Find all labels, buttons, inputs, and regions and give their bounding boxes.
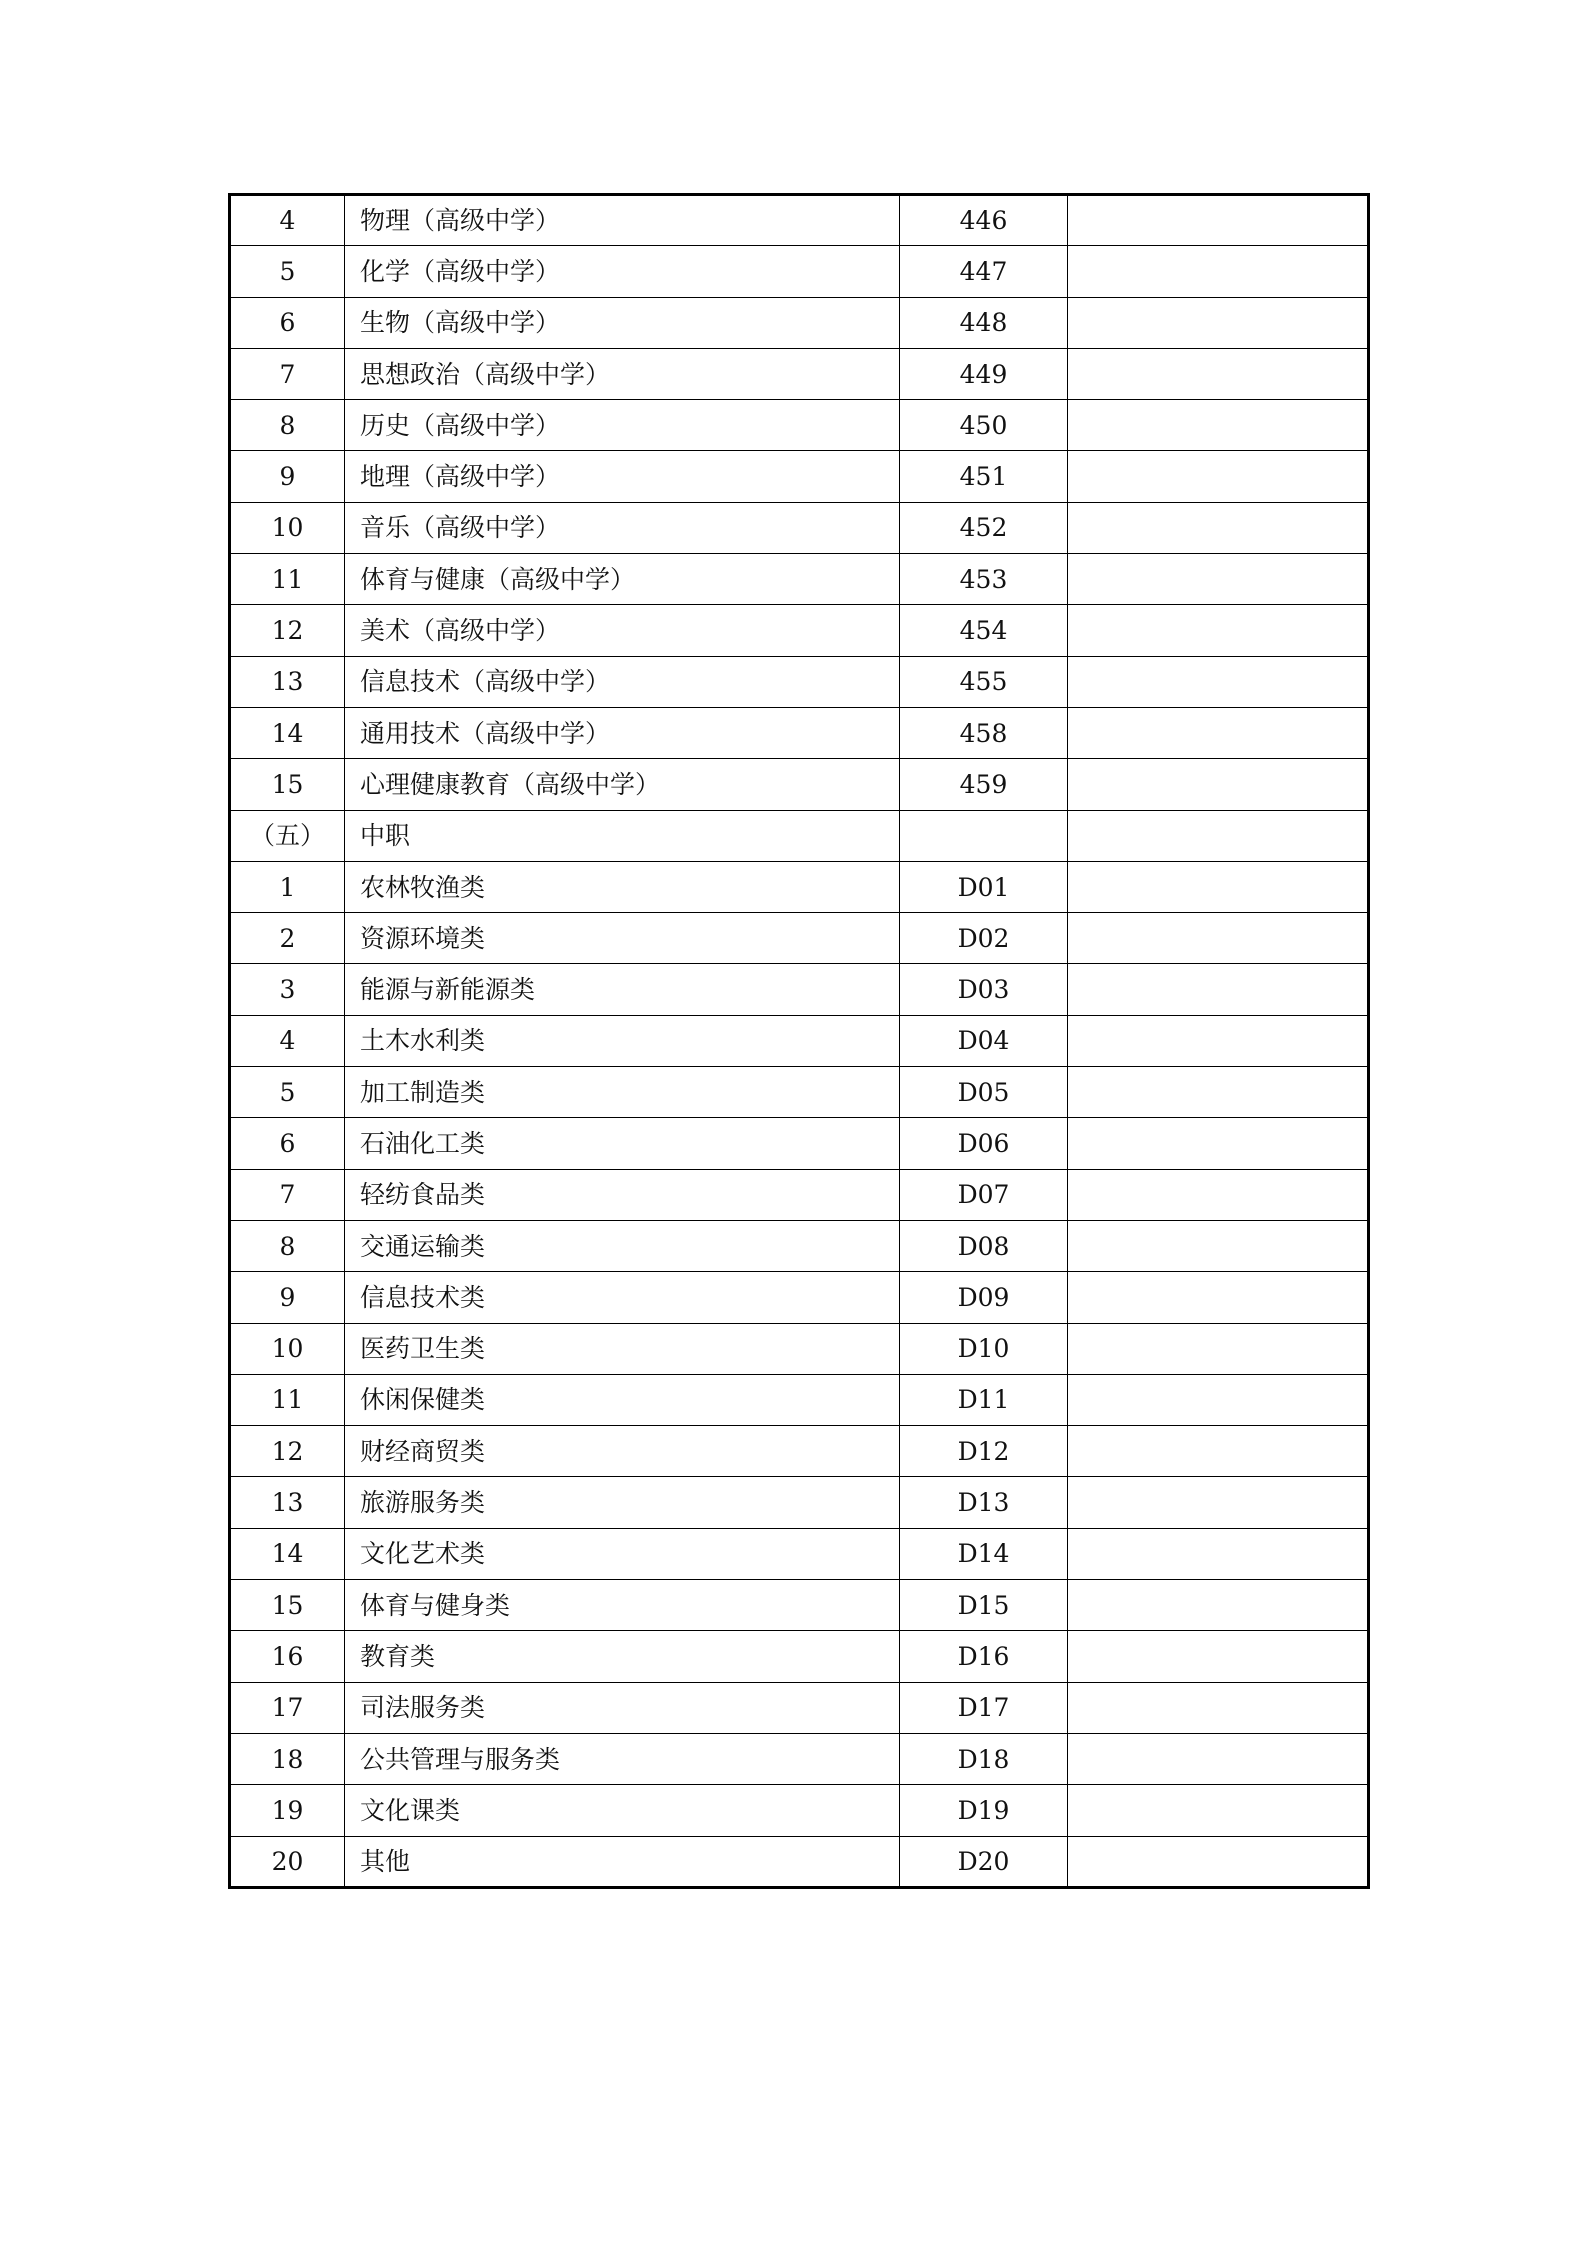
row-name-text: 轻纺食品类 xyxy=(360,1180,486,1210)
row-index-cell xyxy=(230,502,345,553)
row-index-text: 5 xyxy=(279,256,296,286)
row-index-text: 19 xyxy=(271,1795,304,1825)
row-index-text: 3 xyxy=(279,975,296,1005)
row-index-cell xyxy=(230,1374,345,1425)
row-index-text: （五） xyxy=(249,821,325,851)
row-index-text: 13 xyxy=(271,667,304,697)
row-remarks-cell xyxy=(1068,1836,1369,1887)
row-code-cell xyxy=(900,1528,1068,1579)
row-name-text: 化学（高级中学） xyxy=(360,256,561,286)
row-name-text: 石油化工类 xyxy=(360,1128,486,1158)
table-body xyxy=(230,195,1369,1888)
row-name-text: 中职 xyxy=(360,821,411,851)
row-remarks-cell xyxy=(1068,1323,1369,1374)
row-index-text: 2 xyxy=(279,923,296,953)
row-remarks-cell xyxy=(1068,1374,1369,1425)
row-name-cell xyxy=(345,605,900,656)
row-name-cell xyxy=(345,400,900,451)
row-remarks-cell xyxy=(1068,1067,1369,1118)
table-row xyxy=(230,1323,1369,1374)
row-remarks-cell xyxy=(1068,1015,1369,1066)
row-code-text: D17 xyxy=(957,1693,1010,1723)
row-remarks-cell xyxy=(1068,1477,1369,1528)
table-row xyxy=(230,1733,1369,1784)
row-name-text: 信息技术（高级中学） xyxy=(360,667,611,697)
table-row xyxy=(230,1682,1369,1733)
row-code-cell xyxy=(900,1323,1068,1374)
row-code-cell xyxy=(900,348,1068,399)
row-index-text: 11 xyxy=(271,564,304,594)
row-code-cell xyxy=(900,297,1068,348)
row-code-text: D11 xyxy=(957,1385,1010,1415)
row-name-cell xyxy=(345,1785,900,1836)
row-index-cell xyxy=(230,1272,345,1323)
row-name-cell xyxy=(345,554,900,605)
table-row xyxy=(230,348,1369,399)
row-code-text: 453 xyxy=(959,564,1008,594)
row-code-cell xyxy=(900,1220,1068,1271)
row-code-cell xyxy=(900,1682,1068,1733)
row-name-cell xyxy=(345,913,900,964)
row-remarks-cell xyxy=(1068,1682,1369,1733)
row-name-cell xyxy=(345,1528,900,1579)
row-code-cell xyxy=(900,246,1068,297)
table-row xyxy=(230,400,1369,451)
row-index-cell xyxy=(230,656,345,707)
row-code-text: D15 xyxy=(957,1590,1010,1620)
row-code-text: 455 xyxy=(959,667,1008,697)
row-name-text: 旅游服务类 xyxy=(360,1488,486,1518)
row-name-cell xyxy=(345,656,900,707)
row-index-text: 7 xyxy=(279,1180,296,1210)
row-name-cell xyxy=(345,1374,900,1425)
row-remarks-cell xyxy=(1068,1118,1369,1169)
row-index-cell xyxy=(230,451,345,502)
row-index-text: 9 xyxy=(279,1282,296,1312)
row-name-cell xyxy=(345,1477,900,1528)
row-code-cell xyxy=(900,1426,1068,1477)
row-name-cell xyxy=(345,1426,900,1477)
row-name-cell xyxy=(345,1169,900,1220)
row-code-cell xyxy=(900,1580,1068,1631)
row-code-cell xyxy=(900,1374,1068,1425)
row-name-text: 体育与健身类 xyxy=(360,1590,511,1620)
row-index-text: 10 xyxy=(271,513,304,543)
row-index-cell xyxy=(230,1528,345,1579)
row-index-cell xyxy=(230,1836,345,1887)
row-code-text: D13 xyxy=(957,1488,1010,1518)
row-remarks-cell xyxy=(1068,605,1369,656)
row-name-text: 美术（高级中学） xyxy=(360,616,561,646)
row-index-cell xyxy=(230,1477,345,1528)
row-remarks-cell xyxy=(1068,1528,1369,1579)
row-code-cell xyxy=(900,913,1068,964)
row-name-cell xyxy=(345,810,900,861)
row-name-cell xyxy=(345,1067,900,1118)
row-index-text: 7 xyxy=(279,359,296,389)
row-code-text: D20 xyxy=(957,1846,1010,1876)
row-index-text: 9 xyxy=(279,462,296,492)
row-name-text: 交通运输类 xyxy=(360,1231,486,1261)
row-index-text: 18 xyxy=(271,1744,304,1774)
row-index-cell xyxy=(230,1015,345,1066)
row-index-cell xyxy=(230,554,345,605)
row-index-cell xyxy=(230,964,345,1015)
table-row xyxy=(230,502,1369,553)
table-row xyxy=(230,1785,1369,1836)
table-row xyxy=(230,1118,1369,1169)
row-code-text: D18 xyxy=(957,1744,1010,1774)
row-index-cell xyxy=(230,861,345,912)
row-name-text: 能源与新能源类 xyxy=(360,975,536,1005)
row-index-cell xyxy=(230,759,345,810)
row-index-cell xyxy=(230,195,345,246)
row-name-cell xyxy=(345,1272,900,1323)
row-name-cell xyxy=(345,1323,900,1374)
row-name-text: 教育类 xyxy=(360,1641,436,1671)
table-row xyxy=(230,1426,1369,1477)
row-code-text: D01 xyxy=(957,872,1010,902)
row-name-cell xyxy=(345,348,900,399)
row-index-cell xyxy=(230,1733,345,1784)
table-row xyxy=(230,759,1369,810)
row-code-cell xyxy=(900,1785,1068,1836)
row-remarks-cell xyxy=(1068,1426,1369,1477)
row-name-text: 文化艺术类 xyxy=(360,1539,486,1569)
row-code-text: 451 xyxy=(959,462,1008,492)
row-code-cell xyxy=(900,1477,1068,1528)
row-code-text: D12 xyxy=(957,1436,1010,1466)
row-code-cell xyxy=(900,1733,1068,1784)
row-index-cell xyxy=(230,1682,345,1733)
row-name-cell xyxy=(345,1733,900,1784)
table-row xyxy=(230,1272,1369,1323)
row-index-text: 4 xyxy=(279,206,296,236)
row-index-cell xyxy=(230,707,345,758)
row-index-cell xyxy=(230,400,345,451)
row-name-text: 财经商贸类 xyxy=(360,1436,486,1466)
table-row xyxy=(230,913,1369,964)
row-remarks-cell xyxy=(1068,1631,1369,1682)
row-index-cell xyxy=(230,810,345,861)
row-name-text: 心理健康教育（高级中学） xyxy=(360,769,661,799)
row-name-cell xyxy=(345,195,900,246)
table-row xyxy=(230,810,1369,861)
table-row xyxy=(230,605,1369,656)
row-index-text: 8 xyxy=(279,410,296,440)
row-code-text: 452 xyxy=(959,513,1008,543)
subject-code-table xyxy=(228,193,1370,1889)
row-name-text: 地理（高级中学） xyxy=(360,462,561,492)
row-code-text: 454 xyxy=(959,616,1008,646)
row-remarks-cell xyxy=(1068,707,1369,758)
row-index-text: 8 xyxy=(279,1231,296,1261)
row-code-text: D08 xyxy=(957,1231,1010,1261)
row-index-text: 13 xyxy=(271,1488,304,1518)
row-code-cell xyxy=(900,1631,1068,1682)
row-index-cell xyxy=(230,913,345,964)
row-code-cell xyxy=(900,451,1068,502)
row-index-text: 1 xyxy=(279,872,296,902)
table-row xyxy=(230,861,1369,912)
row-remarks-cell xyxy=(1068,656,1369,707)
row-name-text: 司法服务类 xyxy=(360,1693,486,1723)
row-name-cell xyxy=(345,707,900,758)
row-code-text: D16 xyxy=(957,1641,1010,1671)
table-row xyxy=(230,1220,1369,1271)
row-remarks-cell xyxy=(1068,246,1369,297)
row-name-cell xyxy=(345,1682,900,1733)
row-remarks-cell xyxy=(1068,1169,1369,1220)
row-index-cell xyxy=(230,1785,345,1836)
table-row xyxy=(230,246,1369,297)
row-index-cell xyxy=(230,1580,345,1631)
row-index-cell xyxy=(230,1067,345,1118)
row-name-cell xyxy=(345,759,900,810)
row-name-text: 休闲保健类 xyxy=(360,1385,486,1415)
row-code-text: 459 xyxy=(959,769,1008,799)
row-name-text: 思想政治（高级中学） xyxy=(360,359,611,389)
table-row xyxy=(230,1169,1369,1220)
row-index-cell xyxy=(230,1169,345,1220)
row-index-cell xyxy=(230,1631,345,1682)
row-index-cell xyxy=(230,1118,345,1169)
row-remarks-cell xyxy=(1068,451,1369,502)
row-index-cell xyxy=(230,1323,345,1374)
row-remarks-cell xyxy=(1068,810,1369,861)
row-remarks-cell xyxy=(1068,297,1369,348)
row-remarks-cell xyxy=(1068,964,1369,1015)
row-remarks-cell xyxy=(1068,400,1369,451)
row-index-text: 6 xyxy=(279,308,296,338)
row-name-text: 物理（高级中学） xyxy=(360,206,561,236)
row-code-text: 447 xyxy=(959,256,1008,286)
row-code-text: 449 xyxy=(959,359,1008,389)
row-name-cell xyxy=(345,502,900,553)
row-index-text: 20 xyxy=(271,1846,304,1876)
row-index-cell xyxy=(230,297,345,348)
row-index-text: 6 xyxy=(279,1128,296,1158)
table-row xyxy=(230,964,1369,1015)
row-code-cell xyxy=(900,1015,1068,1066)
row-index-text: 14 xyxy=(271,718,304,748)
table-row xyxy=(230,1015,1369,1066)
row-remarks-cell xyxy=(1068,1733,1369,1784)
row-remarks-cell xyxy=(1068,195,1369,246)
row-name-cell xyxy=(345,964,900,1015)
row-name-cell xyxy=(345,1015,900,1066)
row-name-text: 音乐（高级中学） xyxy=(360,513,561,543)
row-code-cell xyxy=(900,400,1068,451)
row-name-text: 文化课类 xyxy=(360,1795,461,1825)
row-name-text: 加工制造类 xyxy=(360,1077,486,1107)
row-code-cell xyxy=(900,759,1068,810)
row-index-text: 15 xyxy=(271,1590,304,1620)
row-index-text: 5 xyxy=(279,1077,296,1107)
row-index-cell xyxy=(230,348,345,399)
row-name-text: 体育与健康（高级中学） xyxy=(360,564,636,594)
row-index-text: 14 xyxy=(271,1539,304,1569)
row-code-text: 458 xyxy=(959,718,1008,748)
row-index-cell xyxy=(230,1220,345,1271)
row-name-cell xyxy=(345,246,900,297)
row-remarks-cell xyxy=(1068,1580,1369,1631)
row-code-cell xyxy=(900,861,1068,912)
row-code-cell xyxy=(900,656,1068,707)
row-name-cell xyxy=(345,1631,900,1682)
row-name-text: 信息技术类 xyxy=(360,1282,486,1312)
row-code-text: 448 xyxy=(959,308,1008,338)
row-remarks-cell xyxy=(1068,759,1369,810)
table-row xyxy=(230,554,1369,605)
row-name-cell xyxy=(345,297,900,348)
row-code-text: D04 xyxy=(957,1026,1010,1056)
row-code-text: D19 xyxy=(957,1795,1010,1825)
row-name-text: 公共管理与服务类 xyxy=(360,1744,561,1774)
row-name-cell xyxy=(345,1580,900,1631)
row-name-text: 土木水利类 xyxy=(360,1026,486,1056)
table-row xyxy=(230,195,1369,246)
row-code-text: 446 xyxy=(959,206,1008,236)
row-name-cell xyxy=(345,451,900,502)
row-code-cell xyxy=(900,1169,1068,1220)
row-index-text: 15 xyxy=(271,769,304,799)
row-index-cell xyxy=(230,1426,345,1477)
row-remarks-cell xyxy=(1068,554,1369,605)
table-row xyxy=(230,451,1369,502)
row-name-cell xyxy=(345,1836,900,1887)
row-code-text: D14 xyxy=(957,1539,1010,1569)
table-row xyxy=(230,656,1369,707)
row-index-text: 17 xyxy=(271,1693,304,1723)
table-row xyxy=(230,297,1369,348)
row-code-cell xyxy=(900,195,1068,246)
row-name-text: 生物（高级中学） xyxy=(360,308,561,338)
table-row xyxy=(230,707,1369,758)
row-name-text: 历史（高级中学） xyxy=(360,410,561,440)
row-code-text: D10 xyxy=(957,1334,1010,1364)
row-name-cell xyxy=(345,861,900,912)
row-remarks-cell xyxy=(1068,348,1369,399)
row-remarks-cell xyxy=(1068,1785,1369,1836)
row-code-cell xyxy=(900,964,1068,1015)
row-code-text: D09 xyxy=(957,1282,1010,1312)
row-remarks-cell xyxy=(1068,913,1369,964)
row-remarks-cell xyxy=(1068,1220,1369,1271)
row-index-text: 12 xyxy=(271,1436,304,1466)
row-name-text: 资源环境类 xyxy=(360,923,486,953)
row-name-cell xyxy=(345,1118,900,1169)
row-index-text: 4 xyxy=(279,1026,296,1056)
row-index-cell xyxy=(230,246,345,297)
table-row xyxy=(230,1374,1369,1425)
row-code-text: D03 xyxy=(957,975,1010,1005)
row-code-cell xyxy=(900,502,1068,553)
row-code-cell xyxy=(900,1118,1068,1169)
table-row xyxy=(230,1528,1369,1579)
row-code-cell xyxy=(900,1272,1068,1323)
row-code-text: D05 xyxy=(957,1077,1010,1107)
table-row xyxy=(230,1067,1369,1118)
row-code-cell xyxy=(900,1067,1068,1118)
row-name-text: 通用技术（高级中学） xyxy=(360,718,611,748)
table-row xyxy=(230,1580,1369,1631)
row-index-cell xyxy=(230,605,345,656)
row-index-text: 16 xyxy=(271,1641,304,1671)
table-row xyxy=(230,1631,1369,1682)
row-index-text: 10 xyxy=(271,1334,304,1364)
row-name-text: 其他 xyxy=(360,1846,411,1876)
row-name-text: 医药卫生类 xyxy=(360,1334,486,1364)
table-row xyxy=(230,1477,1369,1528)
row-remarks-cell xyxy=(1068,502,1369,553)
row-name-text: 农林牧渔类 xyxy=(360,872,486,902)
row-code-cell xyxy=(900,605,1068,656)
row-remarks-cell xyxy=(1068,1272,1369,1323)
row-code-text: D07 xyxy=(957,1180,1010,1210)
row-code-text: 450 xyxy=(959,410,1008,440)
row-code-text: D06 xyxy=(957,1128,1010,1158)
row-code-cell xyxy=(900,1836,1068,1887)
row-remarks-cell xyxy=(1068,861,1369,912)
row-code-cell xyxy=(900,554,1068,605)
row-code-cell xyxy=(900,810,1068,861)
row-code-text: D02 xyxy=(957,923,1010,953)
row-name-cell xyxy=(345,1220,900,1271)
table-row xyxy=(230,1836,1369,1887)
row-index-text: 12 xyxy=(271,616,304,646)
row-index-text: 11 xyxy=(271,1385,304,1415)
row-code-cell xyxy=(900,707,1068,758)
